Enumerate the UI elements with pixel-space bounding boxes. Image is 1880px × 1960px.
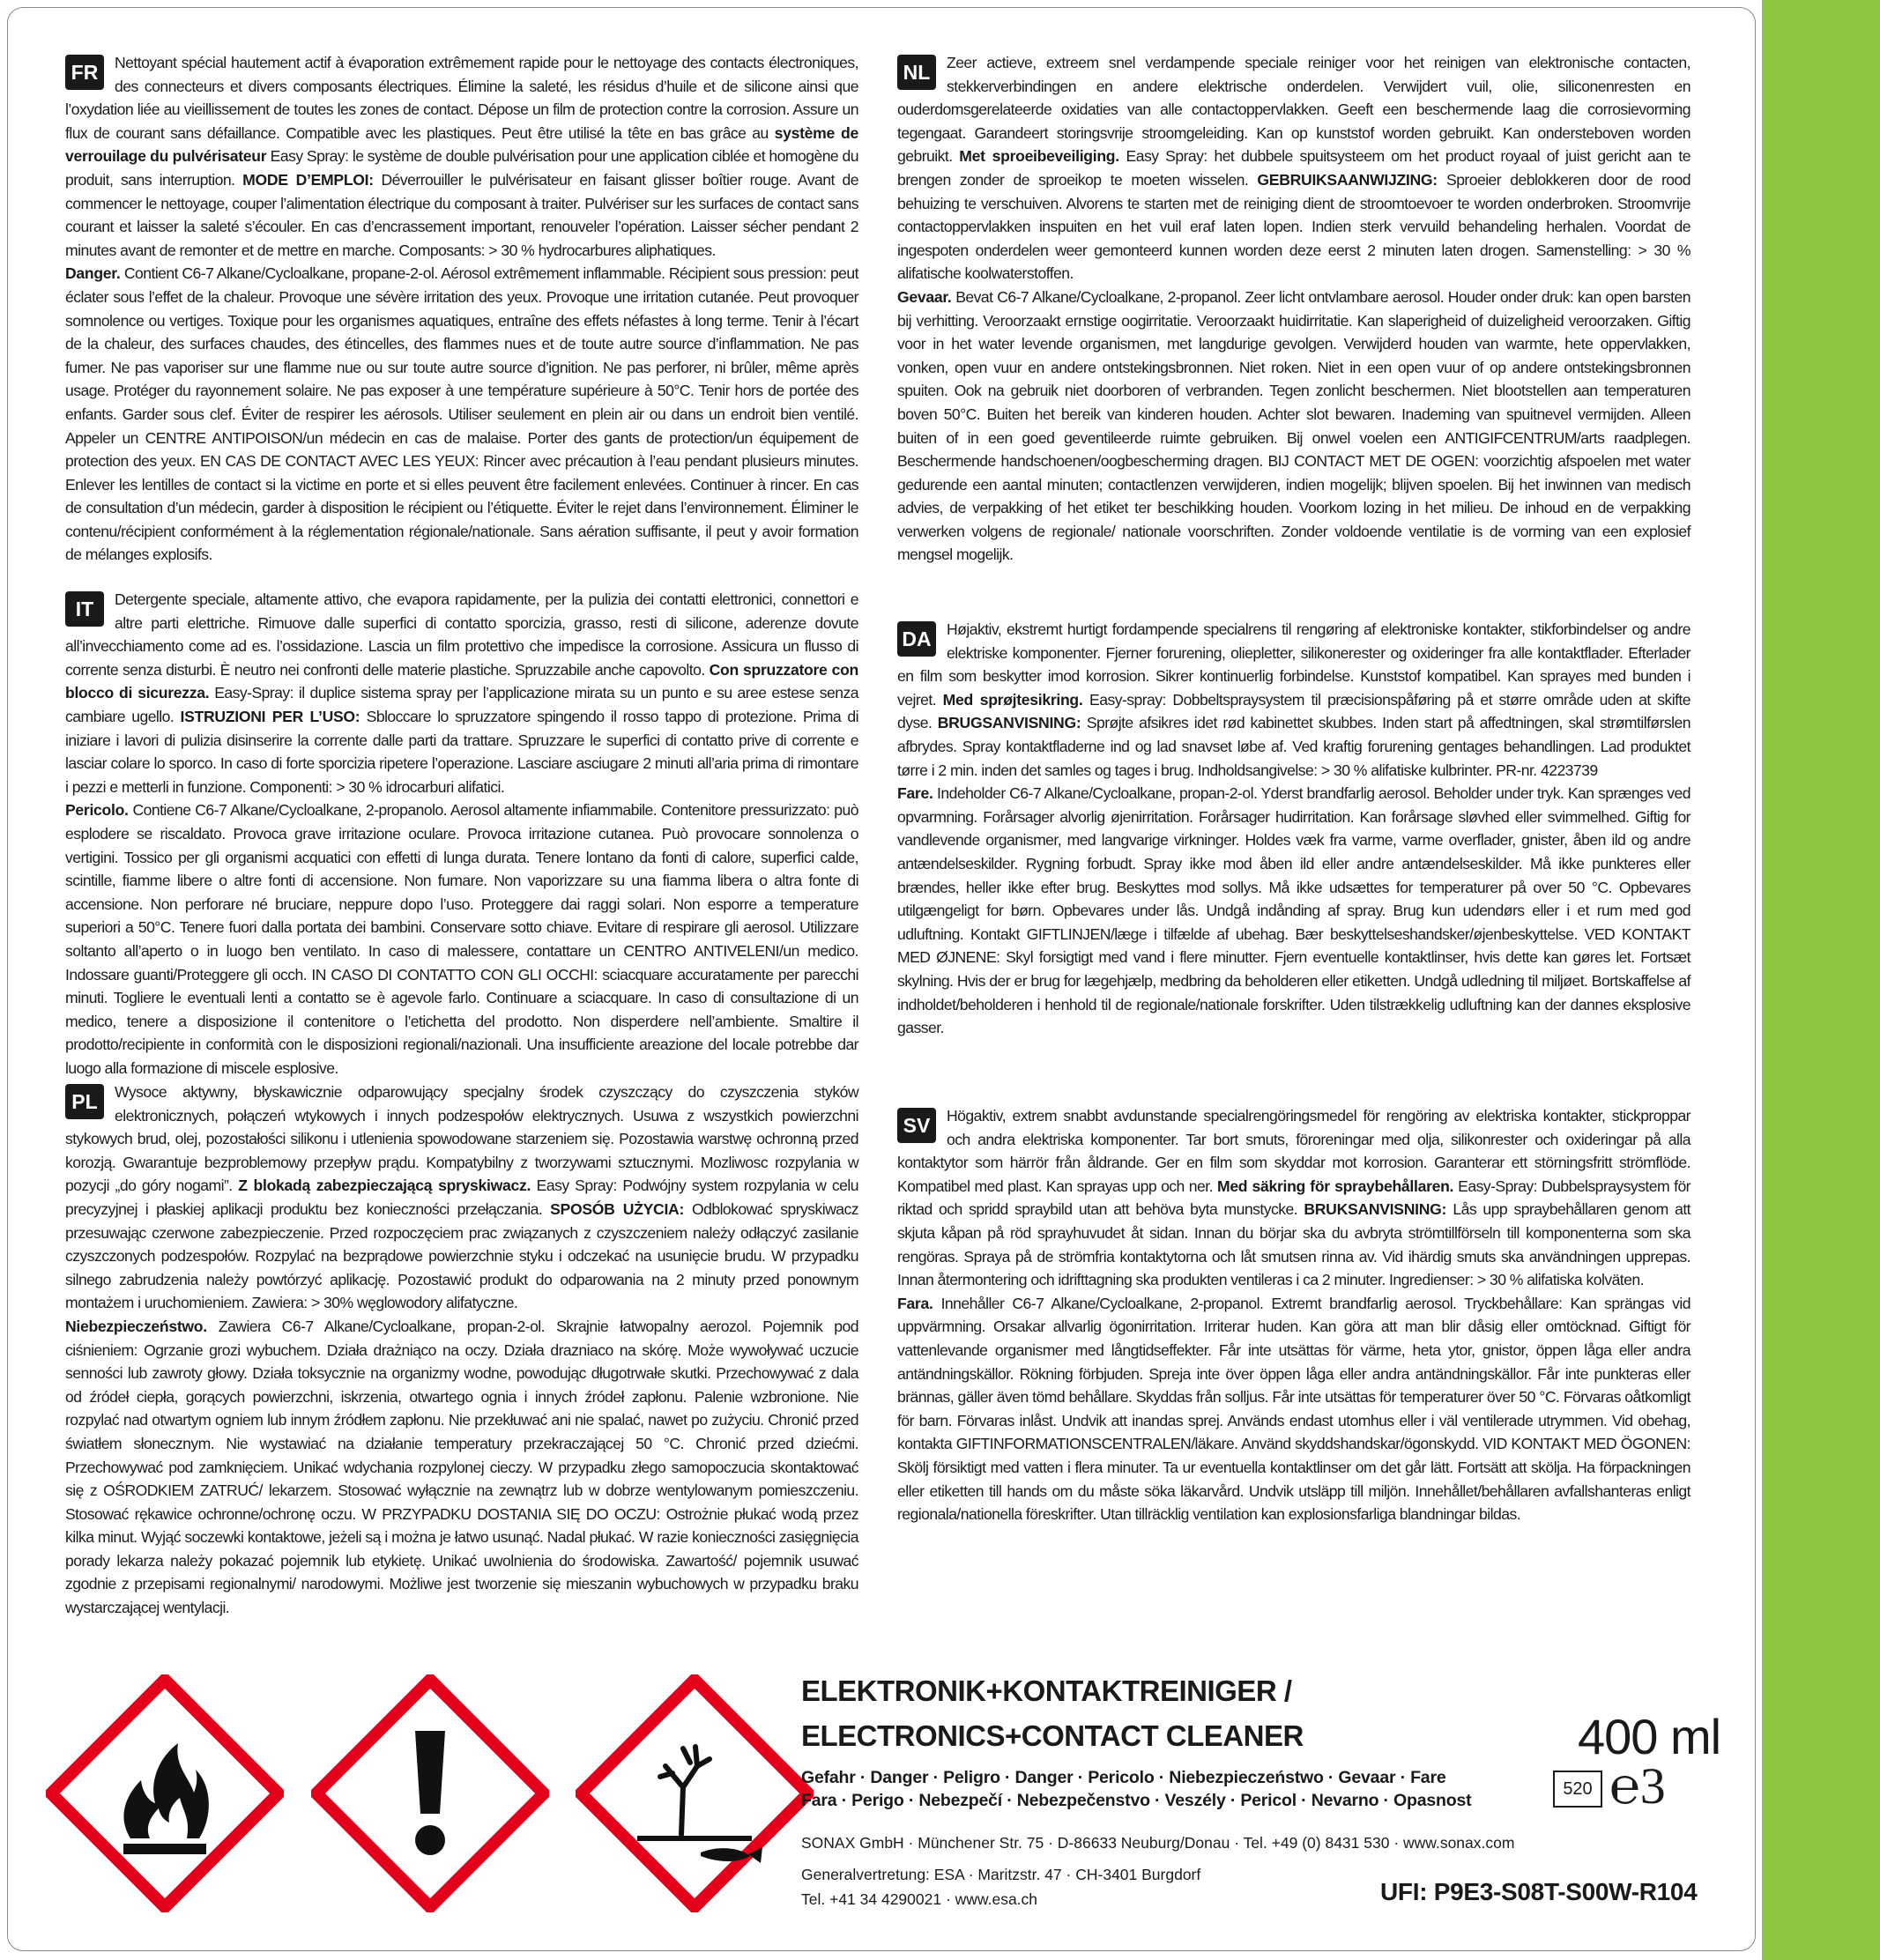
block-it <box>65 588 858 1080</box>
it-hazard-text: Contiene C6-7 Alkane/Cycloalkane, 2-propanolo. Aerosol altamente infiammabile. Contenitore pressurizzato: può esplodere se riscaldato. Provoca grave irritazione oculare. Provoca irritazione cutanea. Può provocare sonnolenza o vertigini. Tossico per gli organismi acquatici con effetti di lunga durata. Tenere lontano da fonti di calore, superfici calde, scintille, fiamme libere o altre fonti di accensione. Non fumare. Non vaporizzare su una fiamma libera o altra fonte di accensione. Non perforare né bruciare, neppure dopo l’uso. Proteggere dai raggi solari. Non esporre a temperature superiori a 50°C. Tenere fuori dalla portata dei bambini. Conservare sotto chiave. Evitare di respirare gli aerosol. Utilizzare soltanto all’aperto o in luogo ben ventilato. In caso di malessere, contattare un CENTRO ANTIVELENI/un medico. Indossare guanti/Proteggere gli occh. IN CASO DI CONTATTO CON GLI OCCHI: sciacquare accuratamente per parecchi minuti. Togliere le eventuali lenti a contatto se è agevole farlo. Continuare a sciacquare. In caso di consultazione di un medico, tenere a disposizione il contenitore o l’etichetta del prodotto. Non disperdere nell’ambiente. Smaltire il prodotto/recipiente in conformità con le disposizioni regionali/nazionali. Una insufficiente areazione del locale potrebbe dar luogo alla formazione di miscele esplosive. <box>65 801 858 1077</box>
hazard-words-line1: Gefahr · Danger · Peligro · Danger · Pericolo · Niebezpieczeństwo · Gevaar · Fare <box>801 1768 1446 1787</box>
sv-text3: Lås upp spraybehållaren genom att skjuta kåpan på röd sprayhuvudet åt sidan. Innan du börjar ska du avbryta strömtillförseln till komponenterna som ska rengöras. Spraya på de strömfria kontaktytorna och låt smutsen rinna av. Vid ihärdig smuts ska användningen upprepas. Innan återmontering och idrifttagning ska produkten ventileras i ca 2 minuter. Ingredienser: > 30 % alifatiska kolväten. <box>897 1200 1691 1289</box>
fr-bold1: système de verrouilage du pulvérisateur <box>65 123 858 166</box>
pl-bold2: SPOSÓB UŻYCIA: <box>550 1199 685 1218</box>
volume-label: 400 ml <box>1578 1709 1721 1764</box>
da-text3: Sprøjte afsikres idet rød kabinettet skubbes. Inden start på affedtningen, skal strømtilførslen afbrydes. Spray kontaktfladerne ind og lad snavset løbe af. Ved kraftig forurening gentages behandlingen. Lad produktet tørre i 2 min. inden det samles og tages i brug. Indholdsangivelse: > 30 % alifatiske kulbrinter. PR-nr. 4223739 <box>897 714 1691 779</box>
fr-text3: Déverrouiller le pulvérisateur en faisant glisser boîtier rouge. Avant de commencer le nettoyage, couper l’alimentation électrique du composant à traiter. Pulvériser sur les surfaces de contact sans courant et laisser la saleté s’écouler. En cas d’encrassement important, renouveler l’opération. Laisser sécher pendant 2 minutes avant de remonter et de mettre en marche. Composants: > 30 % hydrocarbures aliphatiques. <box>65 170 858 259</box>
estimated-sign: ℮3 <box>1609 1757 1666 1815</box>
sv-hazard-text: Innehåller C6-7 Alkane/Cycloalkane, 2-propanol. Extremt brandfarlig aerosol. Tryckbehållare: Kan sprängas vid uppvärmning. Orsakar allvarlig ögonirritation. Irriterar huden. Kan göra att man blir dåsig eller omtöcknad. Giftigt för vattenlevande organismer med långtidseffekter. Får inte utsättas för värme, heta ytor, gnistor, öppen låga eller andra antändningskällor. Rökning förbjuden. Spreja inte över öppen låga eller andra antändningskällor. Får inte punkteras eller brännas, gäller även tömd behållare. Skyddas från solljus. Får inte utsättas för temperaturer över 50 °C. Förvaras oåtkomligt för barn. Förvaras inlåst. Undvik att inandas sprej. Används endast utomhus eller i väl ventilerade utrymmen. Vid obehag, kontakta GIFTINFORMATIONSCENTRALEN/läkare. Använd skyddshandskar/ögonskydd. VID KONTAKT MED ÖGONEN: Skölj försiktigt med vatten i flera minuter. Ta ur eventuella kontaktlinser om det går lätt. Fortsätt att skölja. Ha förpackningen eller etiketten till hands om du måste söka läkarvård. Undvik utsläpp till miljön. Innehållet/behållaren avfallshanteras enligt regionala/nationella föreskrifter. Utan tillräcklig ventilation kan explosionsfarliga blandningar bildas. <box>897 1294 1691 1524</box>
sv-bold2: BRUKSANVISNING: <box>1304 1200 1447 1219</box>
block-fr <box>65 51 858 567</box>
block-pl <box>65 1080 858 1620</box>
da-bold2: BRUGSANVISNING: <box>937 714 1081 732</box>
sv-bold1: Med säkring för spraybehållaren. <box>1216 1177 1454 1195</box>
ufi-code: UFI: P9E3-S08T-S00W-R104 <box>1380 1878 1698 1905</box>
nl-bold1: Met sproeibeveiliging. <box>959 147 1119 166</box>
fr-hazard <box>65 262 858 567</box>
da-text1: Højaktiv, ekstremt hurtigt fordampende specialrens til rengøring af elektroniske kontakter, stikforbindelser og andre elektriske komponenter. Fjerner forurening, oliepletter, silikonerester og oxideringer fra alle kontaktflader. Efterlader en film som beskytter imod korrosion. Sikrer kontinuerlig forbindelse. Kunststof kompatibel. Kan sprayes med bunden i vejret. <box>897 620 1691 709</box>
lang-badge-it: IT <box>65 591 104 627</box>
environment-icon <box>576 1674 814 1912</box>
nl-text2: Easy Spray: het dubbele spuitsysteem om het product royaal of juist gericht aan te brengen zonder de sproeikop te moeten wisselen. <box>897 147 1691 189</box>
fr-text1: Nettoyant spécial hautement actif à évaporation extrêmement rapide pour le nettoyage des contacts électroniques, des connecteurs et divers composants électriques. Élimine la saleté, les résidus d’huile et de silicone ainsi que l’oxydation liée au vieillissement de toutes les zones de contact. Dépose un film de protection contre la corrosion. Assure un flux de courant sans défaillance. Compatible avec les plastiques. Peut être utilisé la tête en bas grâce au <box>65 54 858 142</box>
fr-bold2: MODE D’EMPLOI: <box>242 170 374 189</box>
lang-badge-fr: FR <box>65 55 104 90</box>
nl-hazard-title: Gevaar. <box>897 287 952 306</box>
flame-icon <box>46 1674 284 1912</box>
it-hazard <box>65 798 858 1080</box>
distributor-contact: Tel. +41 34 4290021 · www.esa.ch <box>801 1890 1038 1908</box>
block-sv <box>897 1104 1691 1526</box>
lang-badge-sv: SV <box>897 1108 936 1143</box>
lang-badge-da: DA <box>897 621 936 657</box>
nl-hazard-text: Bevat C6-7 Alkane/Cycloalkane, 2-propanol. Zeer licht ontvlambare aerosol. Houder onder druk: kan open barsten bij verhitting. Veroorzaakt ernstige oogirritatie. Veroorzaakt huidirritatie. Kan slaperigheid of duizeligheid veroorzaken. Giftig voor in het water levende organismen, met langdurige gevolgen. Verwijderd houden van warmte, hete oppervlakken, vonken, open vuur en andere ontstekingsbronnen. Niet roken. Niet in een open vuur of op andere ontstekingsbronnen spuiten. Ook na gebruik niet doorboren of verbranden. Tegen zonlicht beschermen. Niet blootstellen aan temperaturen boven 50°C. Buiten het bereik van kinderen houden. Achter slot bewaren. Inademing van spuitnevel vermijden. Alleen buiten of in een goed geventileerde ruimte gebruiken. Bij onwel voelen een ANTIGIFCENTRUM/arts raadplegen. Beschermende handschoenen/oogbescherming dragen. BIJ CONTACT MET DE OGEN: voorzichtig afspoelen met water gedurende een aantal minuten; contactlenzen verwijderen, indien mogelijk; blijven spoelen. Bij het inwinnen van medisch advies, de verpakking of het etiket ter beschikking houden. Voorkom lozing in het milieu. De inhoud en de verpakking verwerken volgens de regionale/ nationale voorschriften. Zonder voldoende ventilatie is de vorming van een explosief mengsel mogelijk. <box>897 287 1691 564</box>
da-hazard-text: Indeholder C6-7 Alkane/Cycloalkane, propan-2-ol. Yderst brandfarlig aerosol. Beholder under tryk. Kan sprænges ved opvarmning. Forårsager alvorlig øjenirritation. Forårsager hudirritation. Kan forårsage sløvhed eller svimmelhed. Giftig for vandlevende organismer, med langvarige virkninger. Holdes væk fra varme, varme overflader, gnister, åben ild og andre antændelseskilder. Rygning forbudt. Spray ikke mod åben ild eller andre antændelseskilder. Må ikke punkteres eller brændes, heller ikke efter brug. Beskyttes mod sollys. Må ikke udsættes for temperaturer på over 50 °C. Opbevares utilgængeligt for børn. Opbevares under lås. Undgå indånding af spray. Brug kun udendørs eller i et rum med god udluftning. Kontakt GIFTLINJEN/læge i tilfælde af ubehag. Bær beskyttelseshandsker/øjenbeskyttelse. VED KONTAKT MED ØJNENE: Skyl forsigtigt med vand i flere minutter. Fjern eventuelle kontaktlinser, hvis dette kan gøres let. Fortsæt skylning. Hvis der er brug for lægehjælp, medbring da beholderen eller etiketten. Undgå udledning til miljøet. Bortskaffelse af indholdet/beholderen i henhold til de regionale/nationale forskrifter. Uden tilstrækkelig udluftning kan der dannes eksplosive gasser. <box>897 784 1691 1037</box>
sv-hazard-title: Fara. <box>897 1294 933 1312</box>
nl-text3: Sproeier deblokkeren door de rood behuizing te verschuiven. Alvorens te starten met de reiniging dient de stroomtoevoer te worden onderbroken. Stroomvrije contactoppervlakken inspuiten en het vuil eraf laten lopen. Indien sterk vervuild behandeling herhalen. Voordat de ingespoten onderdelen weer gemonteerd kunnen worden deze eerst 2 minuten laten drogen. Samenstelling: > 30 % alifatische koolwaterstoffen. <box>897 170 1691 283</box>
sv-description <box>897 1104 1691 1292</box>
fr-description <box>65 51 858 262</box>
pl-text2: Easy Spray: Podwójny system rozpylania w celu precyzyjnej i płaskiej aplikacji produktu bez konieczności przełączania. <box>65 1177 859 1218</box>
block-nl <box>897 51 1691 567</box>
da-bold1: Med sprøjtesikring. <box>942 690 1083 709</box>
it-bold1: Con spruzzatore con blocco di sicurezza. <box>65 660 859 702</box>
it-text3: Sbloccare lo spruzzatore spingendo il rosso tappo di protezione. Prima di iniziare i lavori di pulizia disinserire la corrente dalle parti da trattare. Spruzzare le superfici di contatto prive di corrente e lasciar colare lo sporco. In caso di forte sporcizia ripetere l’operazione. Lasciare asciugare 2 minuti all’aria prima di rimontare i pezzi e metterli in funzione. Componenti: > 30 % idrocarburi alifatici. <box>65 707 858 796</box>
da-hazard-title: Fare. <box>897 784 933 803</box>
nl-hazard <box>897 286 1691 567</box>
distributor-address: Generalvertretung: ESA · Maritzstr. 47 · CH-3401 Burgdorf <box>801 1866 1201 1883</box>
green-side-strip <box>1762 0 1880 1960</box>
exclamation-icon <box>311 1674 549 1912</box>
product-title-en: ELECTRONICS+CONTACT CLEANER <box>801 1719 1304 1752</box>
pl-hazard-title: Niebezpieczeństwo. <box>65 1317 207 1335</box>
fr-text2: Easy Spray: le système de double pulvérisation pour une application ciblée et homogène du produit, sans interruption. <box>65 147 858 189</box>
it-text2: Easy-Spray: il duplice sistema spray per l’applicazione mirata su un punto e su aree estese senza cambiare ugello. <box>65 684 858 725</box>
product-title-de: ELEKTRONIK+KONTAKTREINIGER / <box>801 1674 1292 1707</box>
fr-hazard-title: Danger. <box>65 264 121 283</box>
block-da <box>897 618 1691 1040</box>
it-text1: Detergente speciale, altamente attivo, che evapora rapidamente, per la pulizia dei contatti elettronici, connettori e altre parti elettriche. Rimuove dalle superfici di contatto sporcizia, grasso, resti di silicone, aderenze dovute all’invecchiamento come ad es. l’ossidazione. Lascia un film protettivo che impedisce la corrosione. Assicura un flusso di corrente senza disturbi. È neutro nei confronti delle materie plastiche. Spruzzabile anche capovolto. <box>65 590 858 679</box>
it-hazard-title: Pericolo. <box>65 801 129 820</box>
pl-description <box>65 1080 858 1315</box>
nl-description <box>897 51 1691 286</box>
nl-text1: Zeer actieve, extreem snel verdampende speciale reiniger voor het reinigen van elektronische contacten, stekkerverbindingen en andere elektrische onderdelen. Verwijdert vuil, olie, siliconenresten en ouderdomsgerelateerde oxidaties van alle contactoppervlakken. Geeft een beschermende laag die corrosievorming tegengaat. Garandeert storingsvrije stroomgeleiding. Kan op kunststof worden gebruikt. Kan ondersteboven worden gebruikt. <box>897 54 1691 166</box>
hazard-words-line2: Fara · Perigo · Nebezpečí · Nebezpečenstvo · Veszély · Pericol · Nevarno · Opasnost <box>801 1791 1472 1810</box>
lang-badge-pl: PL <box>65 1084 104 1119</box>
da-hazard <box>897 782 1691 1040</box>
da-description <box>897 618 1691 782</box>
manufacturer-address: SONAX GmbH · Münchener Str. 75 · D-86633 Neuburg/Donau · Tel. +49 (0) 8431 530 · www.sonax.com <box>801 1834 1515 1852</box>
da-text2: Easy-spray: Dobbeltspraysystem til præcisionspåføring på et større område uden at skifte dyse. <box>897 690 1691 732</box>
pl-text1: Wysoce aktywny, błyskawicznie odparowujący specjalny środek czyszczący do czyszczenia styków elektronicznych, połączeń wtykowych i innych podzespołów elektrycznych. Usuwa z wszystkich powierzchni stykowych brud, olej, pozostałości silikonu i utlenienia spowodowane starzeniem się. Pozostawia warstwę ochronną przed korozją. Gwarantuje bezproblemowy przepływ prądu. Kompatybilny z tworzywami sztucznymi. Mozliwosc rozpylania w pozycji „do góry nogami”. <box>65 1083 858 1195</box>
pl-hazard <box>65 1315 858 1620</box>
pl-bold1: Z blokadą zabezpieczającą spryskiwacz. <box>238 1177 531 1195</box>
pl-text3: Odblokować spryskiwacz przesuwając czerwone zabezpieczenie. Przed rozpoczęciem prac związanych z czyszczeniem należy odłączyć zasilanie czyszczonych podzespołów. Rozpylać na bezprądowe powierzchnie styku i odczekać na usunięcie brudu. W przypadku silnego zabrudzenia należy powtórzyć aplikację. Pozostawić produkt do odparowania na 2 minuty przed ponownym montażem i uruchomieniem. Zawiera: > 30% węglowodory alifatyczne. <box>65 1199 858 1312</box>
it-description <box>65 588 858 798</box>
sv-text2: Easy-Spray: Dubbelspraysystem för riktad och spridd spraybild utan att behöva byta munstycke. <box>897 1177 1691 1219</box>
nl-bold2: GEBRUIKSAANWIJZING: <box>1257 170 1438 189</box>
code-box: 520 <box>1553 1771 1602 1808</box>
it-bold2: ISTRUZIONI PER L’USO: <box>180 707 360 725</box>
lang-badge-nl: NL <box>897 55 936 90</box>
pl-hazard-text: Zawiera C6-7 Alkane/Cycloalkane, propan-2-ol. Skrajnie łatwopalny aerozol. Pojemnik pod ciśnieniem: Ogrzanie grozi wybuchem. Działa drażniąco na oczy. Działa drazniaco na skórę. Może wywoływać uczucie senności lub zawroty głowy. Działa toksycznie na organizmy wodne, powodując długotrwałe skutki. Przechowywać z dala od źródeł ciepła, gorących powierzchni, iskrzenia, otwartego ognia i innych źródeł zapłonu. Palenie wzbronione. Nie rozpylać nad otwartym ogniem lub innym źródłem zapłonu. Nie przekłuwać ani nie spalać, nawet po zużyciu. Chronić przed światłem słonecznym. Nie wystawiać na działanie temperatury przekraczającej 50 °C. Chronić przed dziećmi. Przechowywać pod zamknięciem. Unikać wdychania rozpylonej cieczy. W przypadku złego samopoczucia skontaktować się z OŚRODKIEM ZATRUĆ/ lekarzem. Stosować wyłącznie na zewnątrz lub w dobrze wentylowanym pomieszczeniu. Stosować rękawice ochronne/ochronę oczu. W PRZYPADKU DOSTANIA SIĘ DO OCZU: Ostrożnie płukać wodą przez kilka minut. Wyjąć soczewki kontaktowe, jeżeli są i można je łatwo usunąć. Nadal płukać. W razie konieczności zasięgnięcia porady lekarza należy pokazać pojemnik lub etykietę. Unikać uwolnienia do środowiska. Zawartość/ pojemnik usuwać zgodnie z przepisami regionalnymi/ narodowymi. Możliwe jest tworzenie się mieszanin wybuchowych w przypadku braku wystarczającej wentylacji. <box>65 1317 858 1617</box>
sv-hazard <box>897 1292 1691 1526</box>
sv-text1: Högaktiv, extrem snabbt avdunstande specialrengöringsmedel för rengöring av elektriska kontakter, stickproppar och andra elektriska komponenter. Tar bort smuts, föroreningar med olja, silikonrester och oxideringar på alla kontaktytor som härrör från åldrande. Ger en film som skyddar mot korrosion. Garanterar ett störningsfritt strömflöde. Kompatibel med plast. Kan sprayas upp och ner. <box>897 1107 1691 1195</box>
fr-hazard-text: Contient C6-7 Alkane/Cycloalkane, propane-2-ol. Aérosol extrêmement inflammable. Récipient sous pression: peut éclater sous l’effet de la chaleur. Provoque une sévère irritation des yeux. Provoque une irritation cutanée. Peut provoquer somnolence ou vertiges. Toxique pour les organismes aquatiques, entraîne des effets néfastes à long terme. Tenir à l’écart de la chaleur, des surfaces chaudes, des étincelles, des flammes nues et de toute autre source d’inflammation. Ne pas fumer. Ne pas vaporiser sur une flamme nue ou sur toute autre source d’ignition. Ne pas perforer, ni brûler, même après usage. Protéger du rayonnement solaire. Ne pas exposer à une température supérieure à 50°C. Tenir hors de portée des enfants. Garder sous clef. Éviter de respirer les aérosols. Utiliser seulement en plein air ou dans un endroit bien ventilé. Appeler un CENTRE ANTIPOISON/un médecin en cas de malaise. Porter des gants de protection/un équipement de protection des yeux. EN CAS DE CONTACT AVEC LES YEUX: Rincer avec précaution à l’eau pendant plusieurs minutes. Enlever les lentilles de contact si la victime en porte et si elles peuvent être facilement enlevées. Continuer à rincer. En cas de consultation d’un médecin, garder à disposition le récipient ou l’étiquette. Éviter le rejet dans l’environnement. Éliminer le contenu/récipient conformément à la réglementation régionale/nationale. Sans aération suffisante, il peut y avoir formation de mélanges explosifs. <box>65 264 858 564</box>
